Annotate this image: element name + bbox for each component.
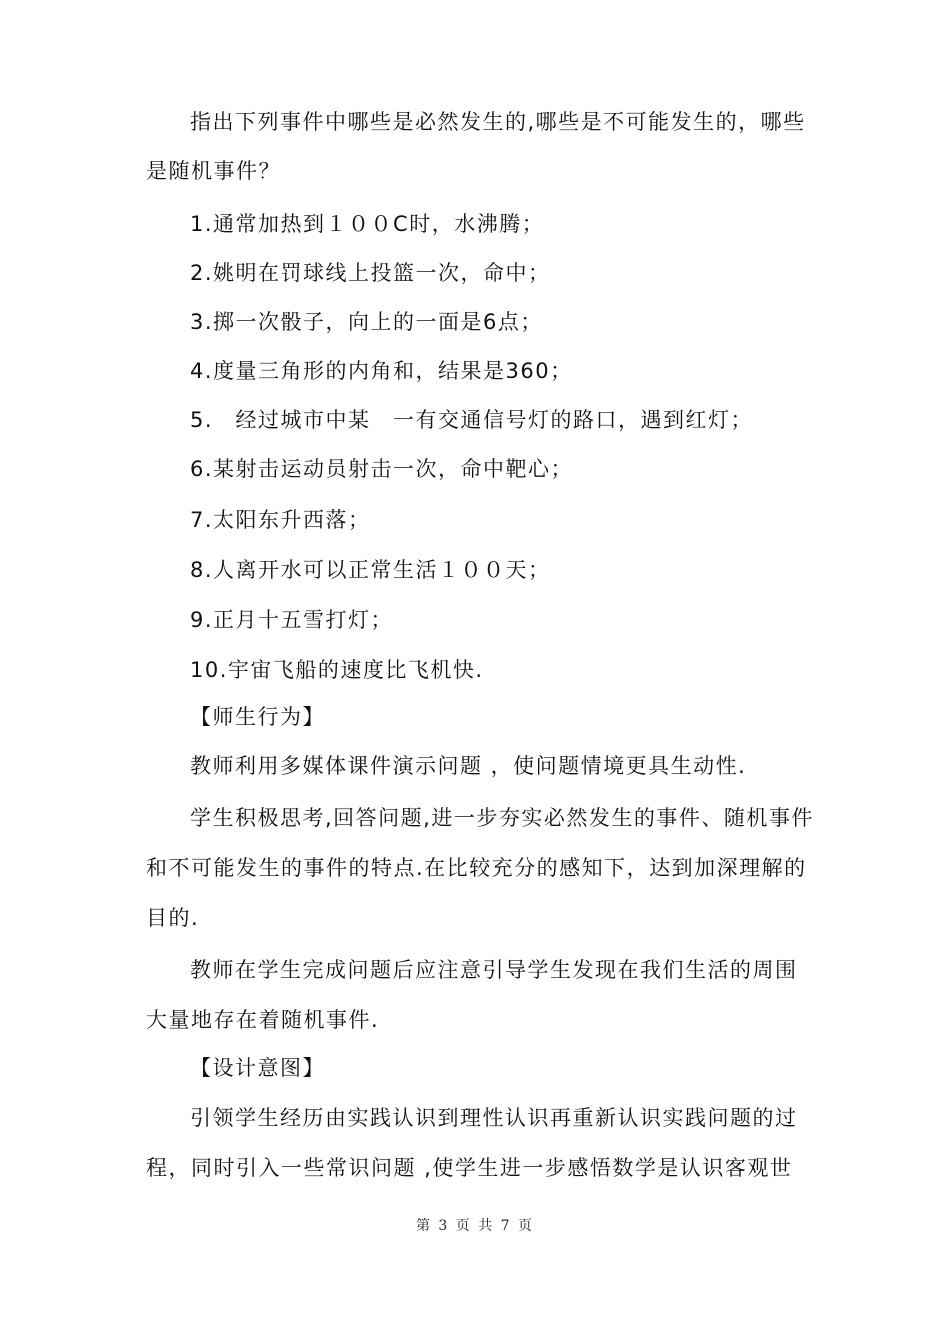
question-intro-line-1: 指出下列事件中哪些是必然发生的,哪些是不可能发生的，哪些 — [190, 110, 806, 134]
list-item: 10.宇宙飞船的速度比飞机快. — [190, 658, 484, 682]
design-paragraph-line-2: 程，同时引入一些常识问题 ,使学生进一步感悟数学是认识客观世 — [146, 1156, 793, 1180]
list-item: 6.某射击运动员射击一次，命中靶心； — [190, 457, 574, 481]
section-heading-design: 【设计意图】 — [190, 1056, 325, 1080]
student-paragraph-line-1: 学生积极思考,回答问题,进一步夯实必然发生的事件、随机事件 — [190, 806, 814, 830]
list-item: 2.姚明在罚球线上投篮一次，命中； — [190, 261, 551, 285]
list-item: 8.人离开水可以正常生活１００天； — [190, 558, 551, 582]
design-paragraph-line-1: 引领学生经历由实践认识到理性认识再重新认识实践问题的过 — [190, 1106, 798, 1130]
page-number-footer: 第 3 页 共 7 页 — [415, 1218, 535, 1234]
list-item: 3.掷一次骰子，向上的一面是6点； — [190, 310, 543, 334]
section-heading-teacher-student: 【师生行为】 — [190, 705, 325, 729]
list-item: 4.度量三角形的内角和，结果是360； — [190, 359, 573, 383]
question-intro-line-2: 是随机事件？ — [146, 159, 281, 183]
student-paragraph-line-2: 和不可能发生的事件的特点.在比较充分的感知下，达到加深理解的 — [146, 856, 807, 880]
teacher-guide-line-1: 教师在学生完成问题后应注意引导学生发现在我们生活的周围 — [190, 958, 798, 982]
list-item: 9.正月十五雪打灯； — [190, 608, 394, 632]
list-item: 7.太阳东升西落； — [190, 508, 371, 532]
teacher-demo-paragraph: 教师利用多媒体课件演示问题 ，使问题情境更具生动性. — [190, 754, 747, 778]
list-item: 1.通常加热到１００C时，水沸腾； — [190, 212, 545, 236]
list-item: 5. 经过城市中某 一有交通信号灯的路口，遇到红灯； — [190, 408, 754, 432]
student-paragraph-line-3: 目的. — [146, 906, 200, 930]
teacher-guide-line-2: 大量地存在着随机事件. — [146, 1008, 380, 1032]
